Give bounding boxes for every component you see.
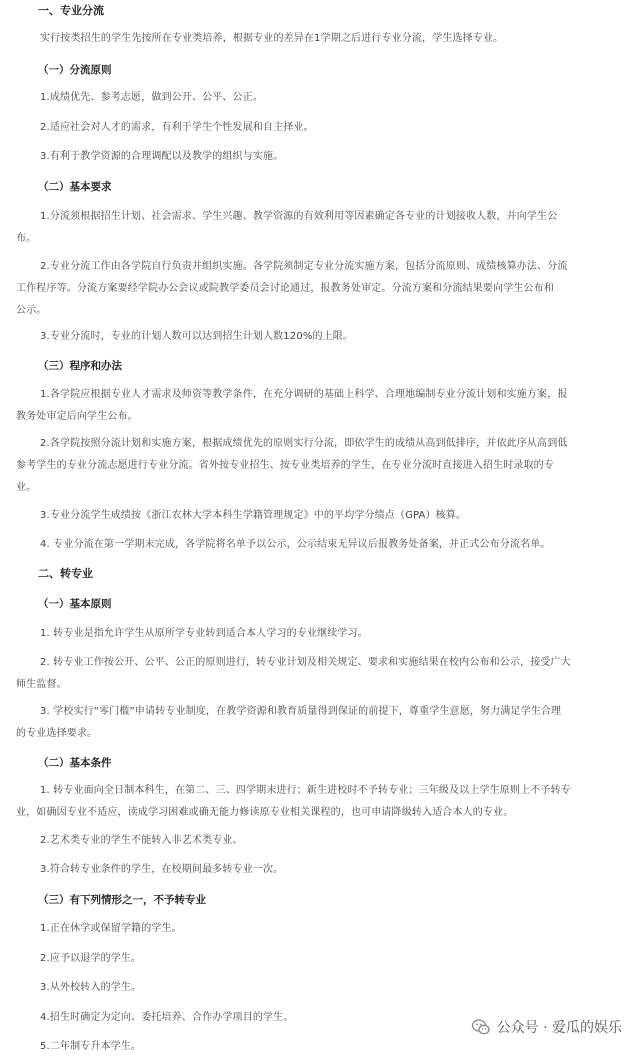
watermark-text: 公众号 · 爱瓜的娱乐	[496, 1020, 622, 1036]
paragraph-line: 实行按类招生的学生先按所在专业类培养，根据专业的差异在1学期之后进行专业分流，学生选择专业。	[40, 33, 504, 44]
paragraph-line: 的专业选择要求。	[16, 728, 98, 739]
paragraph-line: 2.各学院按照分流计划和实施方案，根据成绩优先的原则实行分流，即依学生的成绩从高到低排序，并依此序从高到低	[40, 438, 568, 449]
section-heading: 二、转专业	[38, 567, 93, 580]
section-heading: （三）程序和办法	[38, 360, 122, 372]
section-heading: （一）分流原则	[38, 64, 112, 76]
paragraph-line: 2.应予以退学的学生。	[40, 953, 142, 964]
section-heading: （二）基本条件	[38, 757, 112, 769]
paragraph-line: 参考学生的专业分流志愿进行专业分流。省外按专业招生、按专业类培养的学生，在专业分流时直接进入招生时录取的专	[16, 460, 554, 471]
paragraph-line: 1.成绩优先、参考志愿，做到公开、公平、公正。	[40, 92, 263, 103]
paragraph-line: 师生监督。	[16, 679, 67, 690]
paragraph-line: 1. 转专业面向全日制本科生，在第二、三、四学期末进行；新生进校时不予转专业；三年级及以上学生原则上不予转专	[40, 785, 571, 796]
paragraph-line: 2.专业分流工作由各学院自行负责并组织实施。各学院须制定专业分流实施方案，包括分流原则、成绩核算办法、分流	[40, 261, 568, 272]
paragraph-line: 3.从外校转入的学生。	[40, 982, 142, 993]
paragraph-line: 3. 学校实行“零门槛”申请转专业制度，在教学资源和教育质量得到保证的前提下，尊重学生意愿，努力满足学生合理	[40, 706, 562, 717]
paragraph-line: 工作程序等。分流方案要经学院办公会议或院教学委员会讨论通过，报教务处审定。分流方案和分流结果要向学生公布和	[16, 283, 554, 294]
paragraph-line: 1.分流须根据招生计划、社会需求、学生兴趣、教学资源的有效利用等因素确定各专业的计划接收人数，并向学生公	[40, 211, 558, 222]
paragraph-line: 3.专业分流学生成绩按《浙江农林大学本科生学籍管理规定》中的平均学分绩点（GPA）核算。	[40, 510, 467, 521]
wechat-icon	[471, 1017, 491, 1037]
paragraph-line: 2. 转专业工作按公开、公平、公正的原则进行，转专业计划及相关规定、要求和实施结果在校内公布和公示，接受广大	[40, 657, 571, 668]
paragraph-line: 2.适应社会对人才的需求，有利于学生个性发展和自主择业。	[40, 122, 314, 133]
paragraph-line: 2.艺术类专业的学生不能转入非艺术类专业。	[40, 835, 243, 846]
paragraph-line: 4. 专业分流在第一学期末完成，各学院将名单予以公示，公示结束无异议后报教务处备案，并正式公布分流名单。	[40, 539, 551, 550]
paragraph-line: 业，如确因专业不适应，读成学习困难或确无能力修读原专业相关课程的，也可申请降级转入适合本人的专业。	[16, 807, 514, 818]
section-heading: （二）基本要求	[38, 181, 112, 193]
section-heading: （一）基本原则	[38, 598, 112, 610]
paragraph-line: 教务处审定后向学生公布。	[16, 411, 138, 422]
paragraph-line: 4.招生时确定为定向、委托培养、合作办学项目的学生。	[40, 1012, 294, 1023]
paragraph-line: 公示。	[16, 305, 47, 316]
paragraph-line: 1.各学院应根据专业人才需求及师资等教学条件，在充分调研的基础上科学、合理地编制专业分流计划和实施方案，报	[40, 389, 568, 400]
paragraph-line: 1. 转专业是指允许学生从原所学专业转到适合本人学习的专业继续学习。	[40, 628, 368, 639]
paragraph-line: 3.专业分流时，专业的计划人数可以达到招生计划人数120%的上限。	[40, 331, 354, 342]
paragraph-line: 3.符合转专业条件的学生，在校期间最多转专业一次。	[40, 864, 284, 875]
section-heading: （三）有下列情形之一，不予转专业	[38, 894, 206, 906]
paragraph-line: 布。	[16, 233, 37, 244]
paragraph-line: 5.二年制专升本学生。	[40, 1041, 142, 1052]
paragraph-line: 3.有利于教学资源的合理调配以及教学的组织与实施。	[40, 151, 284, 162]
paragraph-line: 业。	[16, 482, 37, 493]
paragraph-line: 1.正在休学或保留学籍的学生。	[40, 923, 182, 934]
section-heading: 一、专业分流	[38, 4, 104, 17]
watermark	[471, 1017, 622, 1037]
